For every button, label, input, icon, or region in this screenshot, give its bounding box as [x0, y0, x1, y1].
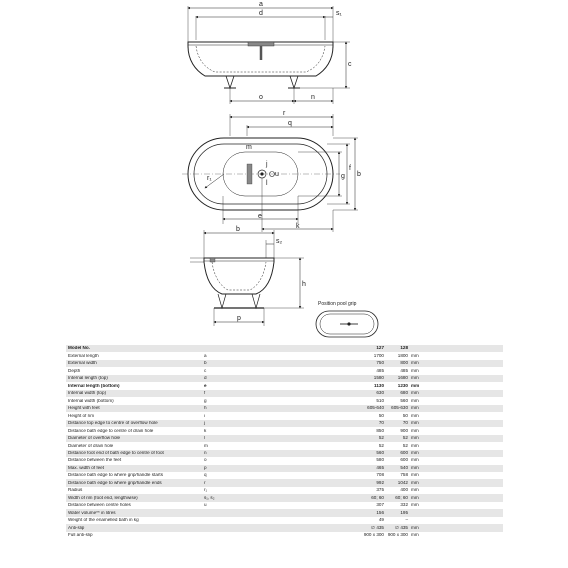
row-value-128: 600	[400, 458, 408, 463]
table-row	[66, 442, 503, 449]
row-value-127: 510	[376, 398, 384, 403]
table-row	[66, 457, 503, 464]
table-row	[66, 352, 503, 359]
row-value-127: 52	[378, 436, 384, 441]
row-value-127: 307	[376, 503, 384, 508]
row-unit: mm	[411, 533, 419, 538]
dim-label-b-top: b	[357, 171, 361, 178]
row-label: Internal width (bottom)	[68, 398, 114, 403]
row-value-127: 992	[376, 480, 384, 485]
row-value-128: 50	[402, 413, 408, 418]
row-label: Weight of the enamelled bath in kg	[68, 518, 139, 523]
table-row	[66, 420, 503, 427]
row-symbol: f	[204, 391, 206, 396]
row-value-128: 1042	[397, 480, 408, 485]
row-symbol: e	[204, 383, 207, 388]
table-row	[66, 412, 503, 419]
row-unit: mm	[411, 458, 419, 463]
dim-label-q: q	[288, 120, 292, 127]
row-unit: mm	[411, 398, 419, 403]
row-unit: mm	[411, 406, 419, 411]
row-value-128: 800	[400, 361, 408, 366]
table-row	[66, 405, 503, 412]
row-label: Distance foot end of bath edge to centre of foot	[68, 451, 164, 455]
dim-label-p: p	[237, 315, 241, 322]
row-symbol: r₁	[204, 488, 208, 493]
row-value-128: –	[405, 518, 408, 523]
table-row	[66, 375, 503, 382]
dim-label-b-end: b	[236, 226, 240, 233]
table-row	[66, 427, 503, 434]
top-view	[182, 114, 358, 232]
dim-label-n: n	[311, 94, 315, 101]
row-label: Radius	[68, 488, 83, 493]
row-unit: mm	[411, 413, 419, 418]
table-row	[66, 517, 503, 524]
row-value-128: 70	[402, 421, 408, 426]
row-value-127: 605-640	[367, 406, 384, 411]
row-value-127: 485	[376, 368, 384, 373]
row-value-128: 60; 60	[395, 495, 408, 500]
row-value-128: 605-630	[391, 406, 408, 411]
row-label: Distance between centre holes	[68, 503, 131, 508]
dim-label-a: a	[259, 1, 263, 8]
row-value-127: 580	[376, 458, 384, 463]
row-label: Height of rim	[68, 413, 95, 418]
row-label: Diameter of overflow hole	[68, 436, 121, 441]
table-row	[66, 465, 503, 472]
row-value-127: 630	[376, 391, 384, 396]
row-label: External width	[68, 361, 97, 366]
row-symbol: r	[204, 480, 206, 485]
dim-label-m: m	[246, 144, 252, 151]
table-row	[66, 435, 503, 442]
row-symbol: l	[204, 436, 206, 441]
row-symbol: b	[204, 361, 207, 366]
row-label: Height with feet	[68, 406, 100, 411]
row-label: Distance bath edge to centre of drain hole	[68, 428, 154, 433]
dim-label-d: d	[259, 10, 263, 17]
row-unit: mm	[411, 495, 419, 500]
row-label: Internal length (bottom)	[68, 383, 120, 388]
pool-grip-view	[316, 311, 378, 337]
row-symbol: s₁, s₂	[204, 495, 215, 500]
dim-label-k: k	[296, 223, 300, 230]
row-unit: mm	[411, 368, 419, 373]
row-unit: mm	[411, 525, 419, 530]
row-value-127: 1580	[373, 376, 384, 381]
row-value-128: 1680	[397, 376, 408, 381]
dim-label-r: r	[283, 110, 286, 117]
row-symbol: p	[204, 465, 207, 470]
row-value-128: 600	[400, 451, 408, 455]
row-value-127: 49	[378, 518, 384, 523]
row-value-127: 70	[378, 421, 384, 426]
row-value-128: 758	[400, 473, 408, 478]
dim-label-c: c	[348, 61, 352, 68]
specification-table	[66, 345, 503, 539]
dim-label-s2: s₂	[276, 238, 283, 245]
row-value-127: 156	[376, 510, 384, 515]
dim-label-g: g	[341, 173, 345, 180]
table-row	[66, 360, 503, 367]
row-label: Full anti-slip	[68, 533, 93, 538]
row-symbol: i	[204, 413, 206, 418]
row-symbol: d	[204, 376, 207, 381]
row-symbol: o	[204, 458, 207, 463]
row-symbol: c	[204, 368, 207, 373]
table-row	[66, 472, 503, 479]
row-value-128: 485	[400, 368, 408, 373]
row-value-128: 195	[400, 510, 408, 515]
row-value-128: 680	[400, 391, 408, 396]
row-value-128: 1230	[397, 383, 408, 388]
row-value-127: 560	[376, 451, 384, 455]
row-label: Depth	[68, 368, 81, 373]
row-unit: mm	[411, 421, 419, 426]
dim-label-f: f	[349, 165, 351, 172]
row-label: Water volume** in litres	[68, 510, 116, 515]
row-unit: mm	[411, 480, 419, 485]
row-unit: mm	[411, 473, 419, 478]
row-unit: mm	[411, 503, 419, 508]
row-unit: mm	[411, 383, 420, 388]
row-unit: mm	[411, 465, 419, 470]
row-value-128: 1800	[397, 353, 408, 358]
dim-label-j: j	[266, 161, 268, 168]
row-unit: mm	[411, 428, 419, 433]
row-unit: mm	[411, 451, 419, 455]
row-value-128: 540	[400, 465, 408, 470]
table-row	[66, 494, 503, 501]
row-symbol: a	[204, 353, 207, 358]
table-row	[66, 487, 503, 494]
row-value-127: 708	[376, 473, 384, 478]
row-value-128: 332	[400, 503, 408, 508]
header-model-128: 128	[400, 346, 408, 351]
dim-label-u: u	[275, 171, 279, 178]
row-value-128: 900	[400, 428, 408, 433]
row-value-127: 465	[376, 465, 384, 470]
side-view	[188, 6, 350, 104]
row-label: Internal width (top)	[68, 391, 107, 396]
row-value-127: 750	[376, 361, 384, 366]
table-row	[66, 367, 503, 374]
table-row	[66, 524, 503, 531]
row-label: Max. width of feet	[68, 465, 105, 470]
row-unit: mm	[411, 488, 419, 493]
table-header-row	[66, 345, 503, 352]
row-label: Diameter of drain hole	[68, 443, 114, 448]
row-unit: mm	[411, 376, 419, 381]
row-value-128: 400	[400, 488, 408, 493]
row-value-128: 52	[402, 443, 408, 448]
table-row	[66, 390, 503, 397]
row-label: Internal length (top)	[68, 376, 108, 381]
header-label: Model No.	[68, 346, 90, 351]
table-row	[66, 502, 503, 509]
row-value-127: 1130	[374, 383, 384, 388]
row-value-127: 1700	[373, 353, 384, 358]
row-symbol: m	[204, 443, 208, 448]
dim-label-h: h	[302, 281, 306, 288]
table-row	[66, 532, 503, 539]
dim-label-o: o	[259, 94, 263, 101]
row-label: Distance bath edge to where grip/handle ends	[68, 480, 162, 485]
end-view	[190, 230, 304, 326]
table-row	[66, 450, 503, 457]
row-symbol: u	[204, 503, 207, 508]
table-row	[66, 397, 503, 404]
row-value-127: ∅ 435	[371, 525, 384, 530]
row-symbol: h	[204, 406, 207, 411]
row-unit: mm	[411, 436, 419, 441]
row-label: Distance between the feet	[68, 458, 122, 463]
row-unit: mm	[411, 361, 419, 366]
row-symbol: q	[204, 473, 207, 478]
row-unit: mm	[411, 443, 419, 448]
dim-label-l: l	[266, 180, 268, 187]
row-value-127: 60; 60	[371, 495, 384, 500]
row-symbol: g	[204, 398, 207, 403]
row-label: Distance bath edge to where grip/handle starts	[68, 473, 163, 478]
dim-label-r1: r₁	[207, 175, 212, 182]
row-value-128: 560	[400, 398, 408, 403]
row-value-128: 52	[402, 436, 408, 441]
row-value-127: 52	[378, 443, 384, 448]
row-label: External length	[68, 353, 99, 358]
table-row	[66, 479, 503, 486]
row-unit: mm	[411, 391, 419, 396]
pool-grip-title: Position pool grip	[318, 301, 357, 307]
table-body	[66, 352, 503, 539]
row-symbol: j	[204, 421, 206, 426]
table-row	[66, 382, 503, 389]
row-unit: mm	[411, 353, 419, 358]
row-value-127: 50	[378, 413, 384, 418]
dim-label-s1: s₁	[336, 10, 342, 17]
row-label: Width of rim (foot end, lengthwise)	[68, 495, 138, 500]
row-value-128: 900 x 300	[387, 533, 408, 538]
row-symbol: k	[204, 428, 207, 433]
row-value-127: 850	[376, 428, 384, 433]
row-label: Anti-slip	[68, 525, 85, 530]
row-symbol: n	[204, 451, 207, 455]
row-value-127: 375	[376, 488, 384, 493]
dim-label-e: e	[258, 213, 262, 220]
row-label: Distance top edge to centre of overflow hole	[68, 421, 158, 426]
row-value-127: 900 x 300	[363, 533, 384, 538]
table-row	[66, 509, 503, 516]
header-model-127: 127	[376, 346, 384, 351]
row-value-128: ∅ 435	[395, 525, 408, 530]
